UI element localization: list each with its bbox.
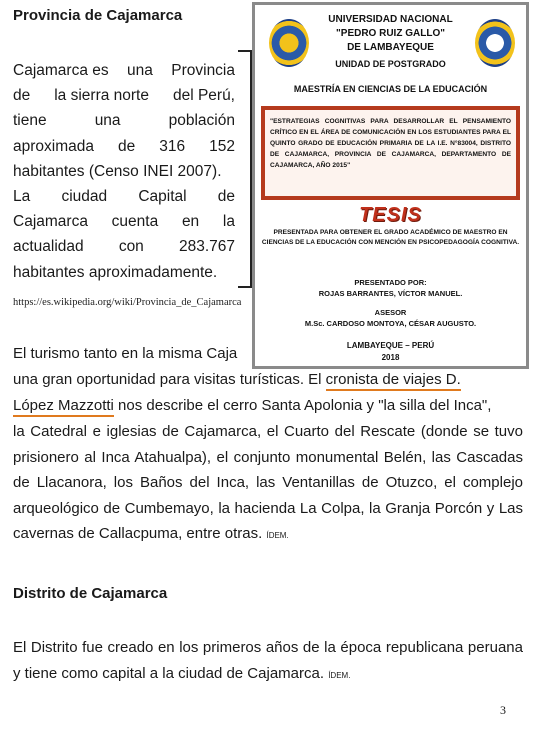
- highlight-cronista: cronista de viajes D.: [326, 371, 461, 391]
- highlight-lopez: López Mazzotti: [13, 397, 114, 417]
- provincia-word: de: [217, 188, 235, 206]
- provincia-word: población: [168, 112, 235, 130]
- provincia-word: 152: [209, 137, 235, 155]
- provincia-word: una: [127, 62, 153, 79]
- provincia-word: una: [94, 112, 121, 130]
- provincia-word: Cajamarca: [13, 213, 88, 231]
- thesis-cover-image: [252, 2, 529, 369]
- distrito-paragraph: El Distrito fue creado en los primeros años de la época republicana peruana y tiene como capital a la ciudad de Cajamarca. ÍDEM.: [13, 639, 523, 682]
- turismo-paragraph: la Catedral e iglesias de Cajamarca, el Cuarto del Rescate (donde se tuvo prisionero al Inca Atahualpa), el conjunto monumental Belén, las Cascadas de Llacanora, los Baños del Inca, las Ventanillas de Otuzco, el complejo arqueológico de Cumbemayo, la hacienda La Colpa, la Granja Porcón y Las cavernas de Callacpuma, entre otras. ÍDEM.: [13, 423, 523, 543]
- cover-unit: UNIDAD DE POSTGRADO: [335, 59, 446, 69]
- provincia-line: [13, 209, 235, 234]
- cover-program: MAESTRÍA EN CIENCIAS DE LA EDUCACIÓN: [293, 84, 488, 94]
- idem-note: ÍDEM.: [328, 670, 351, 680]
- section-heading-provincia: Provincia de Cajamarca: [13, 7, 183, 24]
- provincia-line: [13, 83, 235, 108]
- page-number: 3: [500, 703, 506, 717]
- cover-university-city: DE LAMBAYEQUE: [347, 42, 434, 53]
- turismo-line-2: una gran oportunidad para visitas turísticas. El cronista de viajes D.: [13, 367, 523, 393]
- provincia-word: tiene: [13, 112, 47, 130]
- provincia-line: [13, 260, 235, 285]
- thesis-title: "ESTRATEGIAS COGNITIVAS PARA DESARROLLAR EL PENSAMIENTO CRÍTICO EN EL ÁREA DE COMUNICACIÓN EN LOS ESTUDIANTES PARA EL QUINTO GRADO DE EDUCACIÓN PRIMARIA DE LA I.E. N°83004, DISTRITO DE CAJAMARCA, PROVINCIA DE CAJAMARCA, DEPARTAMENTO DE CAJAMARCA, AÑO 2015": [265, 110, 516, 196]
- provincia-word: de: [118, 137, 136, 155]
- provincia-word: Provincia: [171, 62, 235, 79]
- cover-tesis-label: TESIS: [359, 204, 422, 226]
- turismo-line-3: López Mazzotti nos describe el cerro Santa Apolonia y "la silla del Inca",: [13, 393, 523, 419]
- provincia-word: la sierra norte: [54, 87, 149, 105]
- provincia-line: [13, 108, 235, 133]
- provincia-word: La: [13, 188, 31, 206]
- turismo-line-1: El turismo tanto en la misma Caja: [13, 345, 238, 362]
- provincia-word: del Perú,: [172, 87, 235, 105]
- cover-degree: PRESENTADA PARA OBTENER EL GRADO ACADÉMICO DE MAESTRO EN CIENCIAS DE LA EDUCACIÓN CON MENCIÓN EN PSICOPEDAGOGÍA COGNITIVA.: [261, 229, 520, 246]
- cover-presented-by: PRESENTADO POR:: [354, 278, 427, 287]
- provincia-word: habitantes aproximadamente.: [13, 263, 218, 281]
- idem-note: ÍDEM.: [266, 531, 289, 541]
- provincia-line: [13, 134, 235, 159]
- provincia-word: 316: [159, 137, 186, 155]
- provincia-word: de: [13, 87, 31, 105]
- section-heading-distrito: Distrito de Cajamarca: [13, 585, 168, 602]
- provincia-word: 283.767: [178, 238, 235, 256]
- provincia-word: cuenta: [111, 213, 159, 231]
- provincia-word: actualidad: [13, 238, 84, 256]
- source-link[interactable]: https://es.wikipedia.org/wiki/Provincia_de_Cajamarca: [13, 297, 242, 308]
- provincia-word: aproximada: [13, 137, 94, 155]
- provincia-paragraph: [13, 58, 235, 285]
- cover-university: UNIVERSIDAD NACIONAL: [328, 14, 453, 25]
- provincia-line: [13, 159, 235, 184]
- provincia-line: [13, 184, 235, 209]
- provincia-word: Cajamarca es: [13, 62, 109, 79]
- cover-advisor-label: ASESOR: [374, 308, 407, 317]
- cover-year: 2018: [381, 353, 400, 362]
- provincia-word: la: [222, 213, 235, 231]
- provincia-word: habitantes (Censo INEI 2007).: [13, 162, 222, 180]
- thesis-title-box: [261, 106, 520, 200]
- cover-location: LAMBAYEQUE – PERÚ: [346, 341, 435, 350]
- provincia-line: [13, 58, 235, 83]
- cover-author: ROJAS BARRANTES, VÍCTOR MANUEL.: [318, 289, 463, 298]
- cover-university-name: "PEDRO RUIZ GALLO": [336, 28, 445, 39]
- provincia-word: con: [118, 238, 144, 256]
- provincia-line: [13, 234, 235, 259]
- provincia-word: en: [181, 213, 200, 231]
- provincia-word: ciudad: [61, 188, 108, 206]
- cover-advisor: M.Sc. CARDOSO MONTOYA, CÉSAR AUGUSTO.: [304, 319, 477, 328]
- provincia-word: Capital: [138, 188, 187, 206]
- connector-bracket: [238, 50, 252, 288]
